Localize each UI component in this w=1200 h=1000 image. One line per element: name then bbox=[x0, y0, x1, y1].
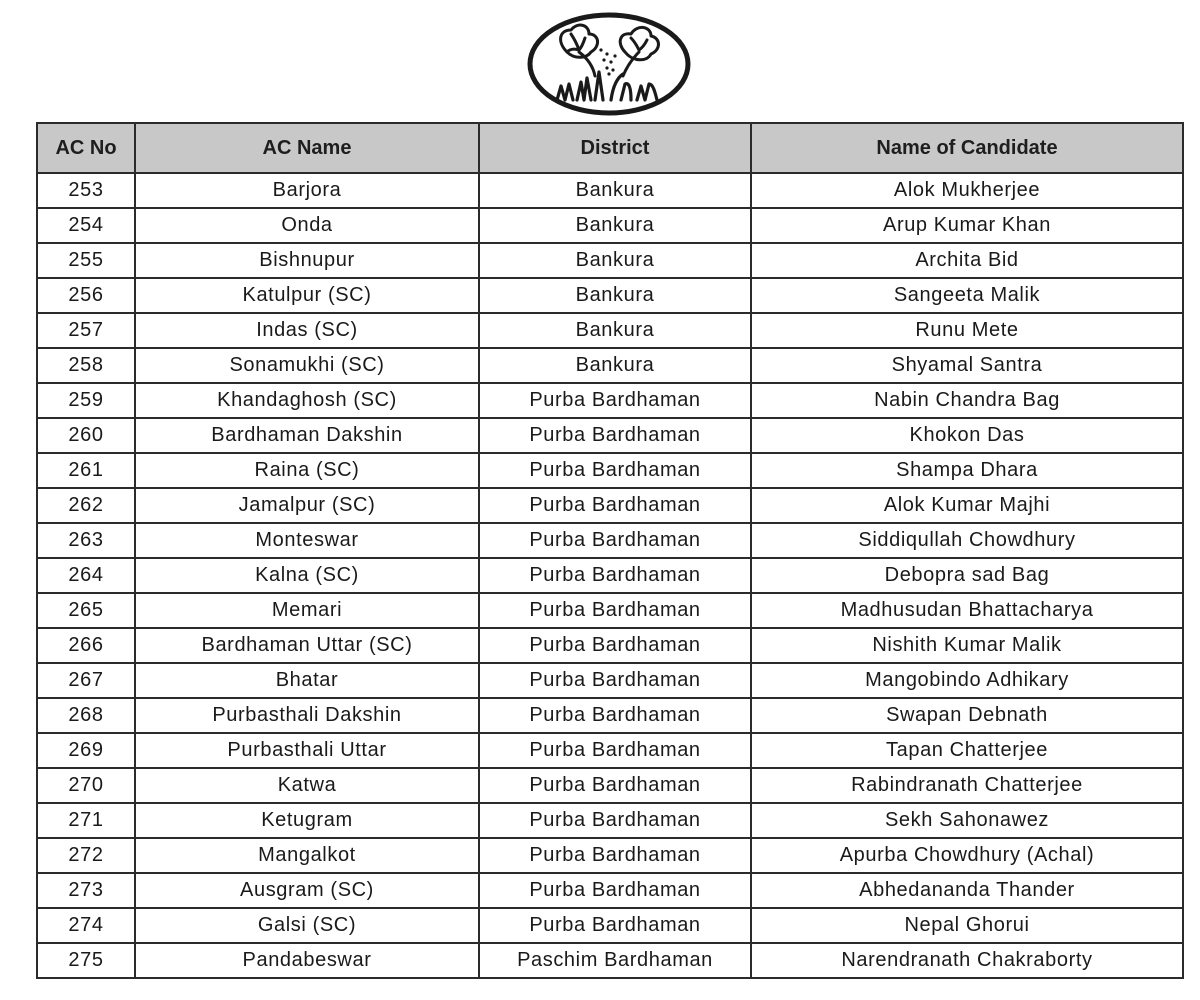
table-row bbox=[37, 383, 1183, 418]
district-cell: Purba Bardhaman bbox=[479, 628, 751, 663]
ac-name-cell: Raina (SC) bbox=[135, 453, 479, 488]
candidate-cell: Nepal Ghorui bbox=[751, 908, 1183, 943]
table-row bbox=[37, 698, 1183, 733]
district-cell: Purba Bardhaman bbox=[479, 418, 751, 453]
candidate-cell: Siddiqullah Chowdhury bbox=[751, 523, 1183, 558]
candidate-cell: Alok Kumar Majhi bbox=[751, 488, 1183, 523]
table-row bbox=[37, 243, 1183, 278]
ac-name-cell: Khandaghosh (SC) bbox=[135, 383, 479, 418]
ac-no-cell: 272 bbox=[37, 838, 135, 873]
ac-no-cell: 259 bbox=[37, 383, 135, 418]
district-cell: Purba Bardhaman bbox=[479, 488, 751, 523]
table-row bbox=[37, 803, 1183, 838]
candidate-cell: Arup Kumar Khan bbox=[751, 208, 1183, 243]
candidate-cell: Swapan Debnath bbox=[751, 698, 1183, 733]
ac-name-cell: Katwa bbox=[135, 768, 479, 803]
district-cell: Purba Bardhaman bbox=[479, 698, 751, 733]
ac-no-cell: 268 bbox=[37, 698, 135, 733]
candidate-list-table-container bbox=[36, 122, 1182, 979]
table-row bbox=[37, 838, 1183, 873]
ac-name-cell: Memari bbox=[135, 593, 479, 628]
table-row bbox=[37, 768, 1183, 803]
ac-no-cell: 255 bbox=[37, 243, 135, 278]
ac-name-cell: Purbasthali Uttar bbox=[135, 733, 479, 768]
ac-no-cell: 271 bbox=[37, 803, 135, 838]
table-row bbox=[37, 908, 1183, 943]
ac-no-cell: 260 bbox=[37, 418, 135, 453]
table-row bbox=[37, 418, 1183, 453]
district-cell: Bankura bbox=[479, 313, 751, 348]
ac-name-cell: Sonamukhi (SC) bbox=[135, 348, 479, 383]
district-cell: Purba Bardhaman bbox=[479, 873, 751, 908]
candidate-cell: Archita Bid bbox=[751, 243, 1183, 278]
ac-name-cell: Monteswar bbox=[135, 523, 479, 558]
candidate-cell: Sekh Sahonawez bbox=[751, 803, 1183, 838]
district-cell: Purba Bardhaman bbox=[479, 838, 751, 873]
ac-no-cell: 253 bbox=[37, 173, 135, 208]
ac-name-cell: Indas (SC) bbox=[135, 313, 479, 348]
ac-no-cell: 275 bbox=[37, 943, 135, 978]
candidate-cell: Khokon Das bbox=[751, 418, 1183, 453]
district-cell: Bankura bbox=[479, 208, 751, 243]
table-row bbox=[37, 348, 1183, 383]
candidate-cell: Madhusudan Bhattacharya bbox=[751, 593, 1183, 628]
ac-no-cell: 274 bbox=[37, 908, 135, 943]
table-row bbox=[37, 488, 1183, 523]
ac-no-cell: 261 bbox=[37, 453, 135, 488]
district-cell: Purba Bardhaman bbox=[479, 453, 751, 488]
party-logo bbox=[527, 12, 691, 116]
candidate-cell: Narendranath Chakraborty bbox=[751, 943, 1183, 978]
table-row bbox=[37, 943, 1183, 978]
candidate-cell: Debopra sad Bag bbox=[751, 558, 1183, 593]
ac-no-cell: 267 bbox=[37, 663, 135, 698]
ac-no-cell: 263 bbox=[37, 523, 135, 558]
table-row bbox=[37, 278, 1183, 313]
table-row bbox=[37, 873, 1183, 908]
district-cell: Purba Bardhaman bbox=[479, 803, 751, 838]
header-ac-no: AC No bbox=[37, 123, 135, 173]
ac-name-cell: Bardhaman Dakshin bbox=[135, 418, 479, 453]
district-cell: Bankura bbox=[479, 278, 751, 313]
table-body bbox=[37, 173, 1183, 978]
district-cell: Bankura bbox=[479, 173, 751, 208]
ac-no-cell: 254 bbox=[37, 208, 135, 243]
table-row bbox=[37, 663, 1183, 698]
candidate-cell: Nishith Kumar Malik bbox=[751, 628, 1183, 663]
candidate-cell: Sangeeta Malik bbox=[751, 278, 1183, 313]
ac-name-cell: Bhatar bbox=[135, 663, 479, 698]
candidate-cell: Shyamal Santra bbox=[751, 348, 1183, 383]
ac-name-cell: Kalna (SC) bbox=[135, 558, 479, 593]
district-cell: Paschim Bardhaman bbox=[479, 943, 751, 978]
table-row bbox=[37, 208, 1183, 243]
district-cell: Purba Bardhaman bbox=[479, 733, 751, 768]
ac-name-cell: Galsi (SC) bbox=[135, 908, 479, 943]
table-row bbox=[37, 453, 1183, 488]
ac-no-cell: 264 bbox=[37, 558, 135, 593]
district-cell: Bankura bbox=[479, 348, 751, 383]
district-cell: Purba Bardhaman bbox=[479, 523, 751, 558]
table-row bbox=[37, 173, 1183, 208]
ac-no-cell: 266 bbox=[37, 628, 135, 663]
ac-name-cell: Onda bbox=[135, 208, 479, 243]
ac-no-cell: 265 bbox=[37, 593, 135, 628]
district-cell: Purba Bardhaman bbox=[479, 908, 751, 943]
ac-no-cell: 273 bbox=[37, 873, 135, 908]
flower-grass-emblem-icon bbox=[527, 12, 691, 116]
ac-no-cell: 258 bbox=[37, 348, 135, 383]
ac-no-cell: 257 bbox=[37, 313, 135, 348]
ac-name-cell: Purbasthali Dakshin bbox=[135, 698, 479, 733]
district-cell: Purba Bardhaman bbox=[479, 558, 751, 593]
candidate-cell: Nabin Chandra Bag bbox=[751, 383, 1183, 418]
candidate-cell: Tapan Chatterjee bbox=[751, 733, 1183, 768]
candidate-cell: Rabindranath Chatterjee bbox=[751, 768, 1183, 803]
header-ac-name: AC Name bbox=[135, 123, 479, 173]
ac-no-cell: 256 bbox=[37, 278, 135, 313]
ac-no-cell: 262 bbox=[37, 488, 135, 523]
table-row bbox=[37, 523, 1183, 558]
ac-no-cell: 270 bbox=[37, 768, 135, 803]
table-row bbox=[37, 733, 1183, 768]
candidate-cell: Shampa Dhara bbox=[751, 453, 1183, 488]
ac-no-cell: 269 bbox=[37, 733, 135, 768]
candidate-cell: Alok Mukherjee bbox=[751, 173, 1183, 208]
candidate-cell: Mangobindo Adhikary bbox=[751, 663, 1183, 698]
district-cell: Purba Bardhaman bbox=[479, 663, 751, 698]
table-row bbox=[37, 593, 1183, 628]
candidate-list-table bbox=[36, 122, 1184, 979]
ac-name-cell: Ketugram bbox=[135, 803, 479, 838]
table-row bbox=[37, 628, 1183, 663]
district-cell: Purba Bardhaman bbox=[479, 768, 751, 803]
header-candidate: Name of Candidate bbox=[751, 123, 1183, 173]
ac-name-cell: Pandabeswar bbox=[135, 943, 479, 978]
ac-name-cell: Bishnupur bbox=[135, 243, 479, 278]
table-row bbox=[37, 558, 1183, 593]
candidate-cell: Abhedananda Thander bbox=[751, 873, 1183, 908]
ac-name-cell: Ausgram (SC) bbox=[135, 873, 479, 908]
table-header-row bbox=[37, 123, 1183, 173]
district-cell: Purba Bardhaman bbox=[479, 383, 751, 418]
candidate-cell: Runu Mete bbox=[751, 313, 1183, 348]
ac-name-cell: Barjora bbox=[135, 173, 479, 208]
table-row bbox=[37, 313, 1183, 348]
district-cell: Purba Bardhaman bbox=[479, 593, 751, 628]
ac-name-cell: Katulpur (SC) bbox=[135, 278, 479, 313]
candidate-cell: Apurba Chowdhury (Achal) bbox=[751, 838, 1183, 873]
ac-name-cell: Mangalkot bbox=[135, 838, 479, 873]
ac-name-cell: Jamalpur (SC) bbox=[135, 488, 479, 523]
header-district: District bbox=[479, 123, 751, 173]
district-cell: Bankura bbox=[479, 243, 751, 278]
ac-name-cell: Bardhaman Uttar (SC) bbox=[135, 628, 479, 663]
